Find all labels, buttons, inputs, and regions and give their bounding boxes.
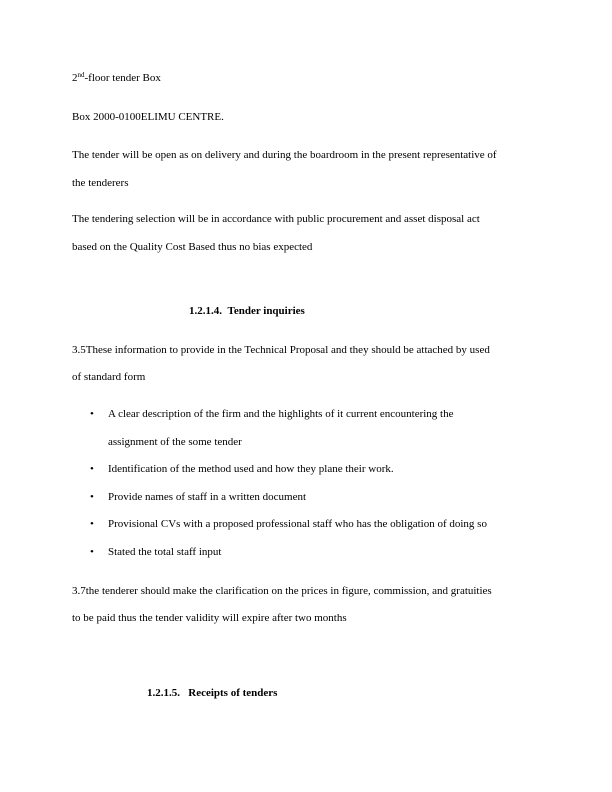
heading-receipts-title: Receipts of tenders	[188, 687, 278, 699]
heading-receipts-of-tenders	[147, 687, 277, 700]
bullet-marker: •	[90, 518, 94, 530]
bullet-item-2: Identification of the method used and how they plane their work.	[108, 463, 394, 475]
heading-inquiries-title: Tender inquiries	[227, 305, 305, 317]
floor-tender-box-line	[72, 72, 161, 85]
heading-inquiries-number: 1.2.1.4.	[189, 305, 222, 317]
bullet-item-1-line-2: assignment of the some tender	[108, 436, 242, 448]
paragraph-clarification-line-2: to be paid thus the tender validity will expire after two months	[72, 612, 347, 624]
paragraph-selection-line-2: based on the Quality Cost Based thus no bias expected	[72, 241, 313, 253]
bullet-marker: •	[90, 408, 94, 420]
paragraph-open-line-1: The tender will be open as on delivery and during the boardroom in the present representative of	[72, 149, 497, 161]
floor-ordinal-suffix: nd	[77, 71, 85, 79]
paragraph-technical-line-2: of standard form	[72, 371, 146, 383]
paragraph-clarification-line-1: 3.7the tenderer should make the clarification on the prices in figure, commission, and gratuities	[72, 585, 492, 597]
bullet-item-3: Provide names of staff in a written document	[108, 491, 307, 503]
heading-receipts-number: 1.2.1.5.	[147, 687, 180, 699]
bullet-marker: •	[90, 463, 94, 475]
floor-number: 2	[72, 72, 78, 84]
heading-tender-inquiries	[189, 305, 305, 318]
bullet-marker: •	[90, 546, 94, 558]
paragraph-selection-line-1: The tendering selection will be in accordance with public procurement and asset disposal act	[72, 213, 480, 225]
bullet-item-1-line-1: A clear description of the firm and the highlights of it current encountering the	[108, 408, 454, 420]
paragraph-open-line-2: the tenderers	[72, 177, 129, 189]
bullet-item-5: Stated the total staff input	[108, 546, 222, 558]
bullet-marker: •	[90, 491, 94, 503]
paragraph-technical-line-1: 3.5These information to provide in the Technical Proposal and they should be attached by used	[72, 344, 490, 356]
floor-line-text: -floor tender Box	[84, 72, 161, 84]
box-address-line: Box 2000-0100ELIMU CENTRE.	[72, 111, 224, 123]
bullet-item-4: Provisional CVs with a proposed professional staff who has the obligation of doing so	[108, 518, 487, 530]
